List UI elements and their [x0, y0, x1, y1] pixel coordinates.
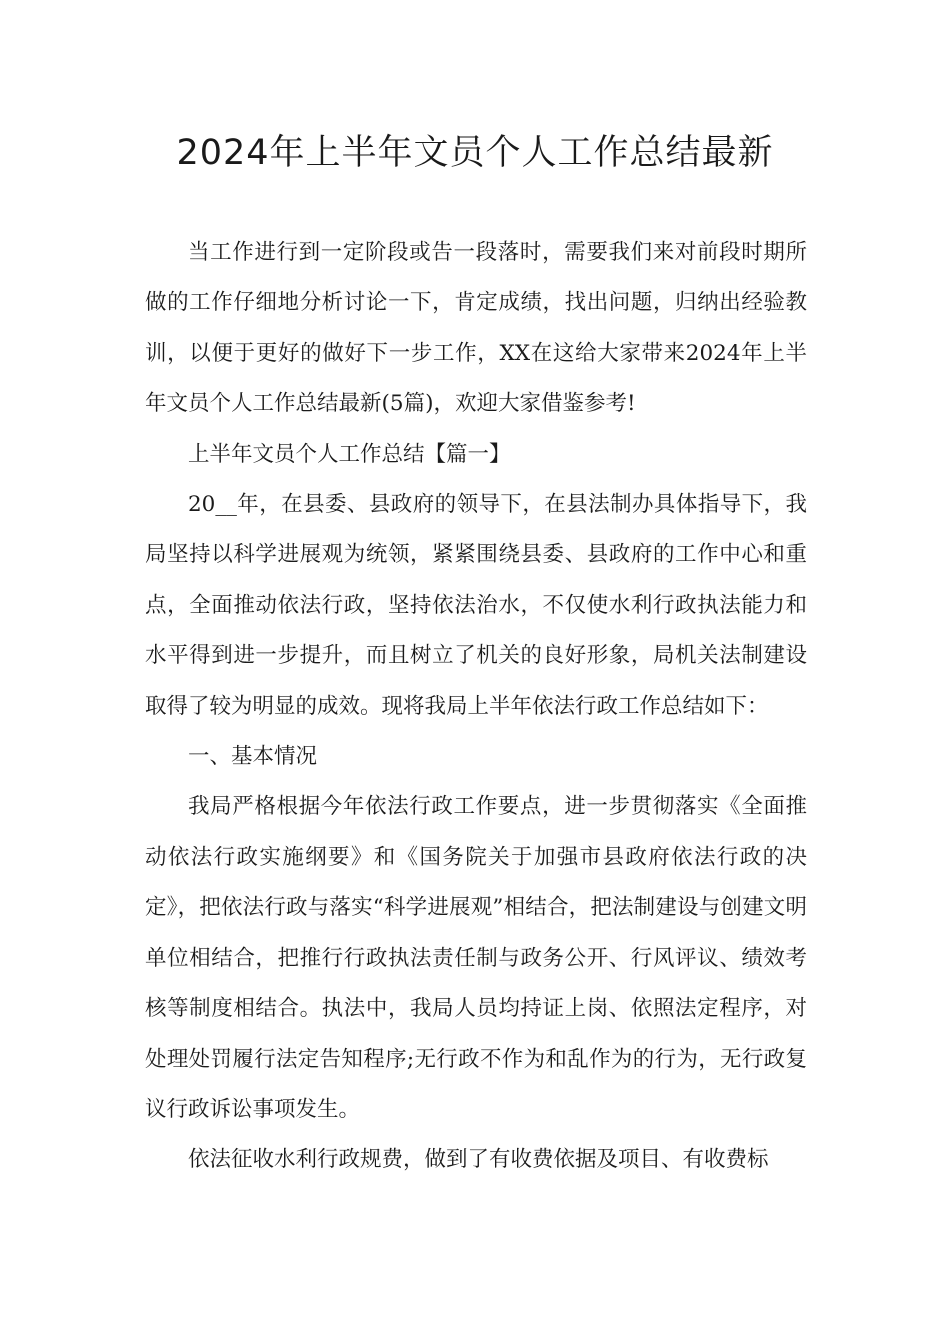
document-body	[145, 228, 807, 1186]
section-heading-basic-situation: 一、基本情况	[188, 744, 318, 770]
document-title: 2024年上半年文员个人工作总结最新	[176, 133, 774, 173]
body-paragraph: 20__年，在县委、县政府的领导下，在县法制办具体指导下，我局坚持以科学进展观为统领，紧紧围绕县委、县政府的工作中心和重点，全面推动依法行政，坚持依法治水，不仅使水利行政执法能力和水平得到进一步提升，而且树立了机关的良好形象，局机关法制建设取得了较为明显的成效。现将我局上半年依法行政工作总结如下：	[145, 492, 807, 719]
section-heading-part-one: 上半年文员个人工作总结【篇一】	[188, 441, 511, 467]
body-paragraph: 依法征收水利行政规费，做到了有收费依据及项目、有收费标	[188, 1147, 769, 1173]
body-paragraph: 我局严格根据今年依法行政工作要点，进一步贯彻落实《全面推动依法行政实施纲要》和《国务院关于加强市县政府依法行政的决定》，把依法行政与落实“科学进展观”相结合，把法制建设与创建文明单位相结合，把推行行政执法责任制与政务公开、行风评议、绩效考核等制度相结合。执法中，我局人员均持证上岗、依照法定程序，对处理处罚履行法定告知程序;无行政不作为和乱作为的行为，无行政复议行政诉讼事项发生。	[145, 794, 807, 1122]
intro-paragraph: 当工作进行到一定阶段或告一段落时，需要我们来对前段时期所做的工作仔细地分析讨论一下，肯定成绩，找出问题，归纳出经验教训，以便于更好的做好下一步工作，XX在这给大家带来2024年上半年文员个人工作总结最新(5篇)，欢迎大家借鉴参考!	[145, 240, 807, 417]
